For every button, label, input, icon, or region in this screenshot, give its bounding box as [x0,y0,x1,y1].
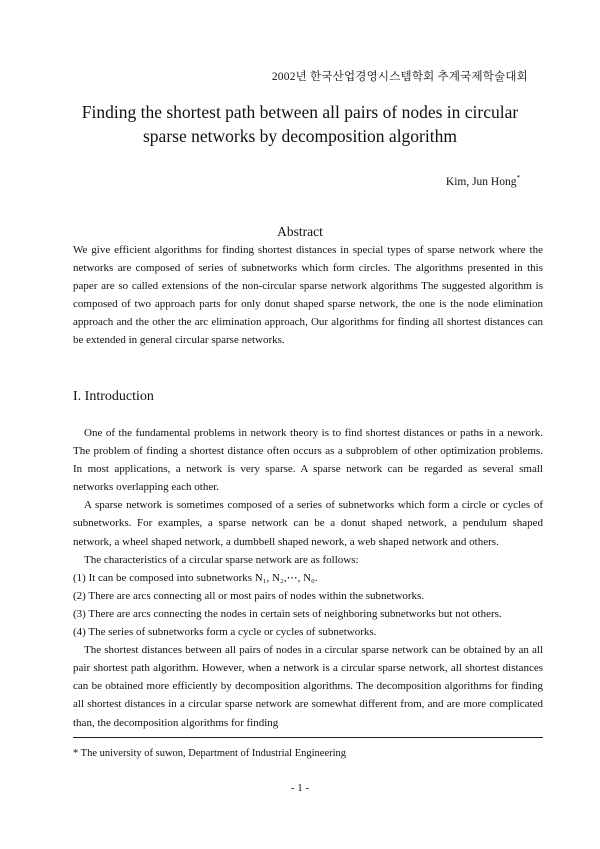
list-item: (3) There are arcs connecting the nodes in certain sets of neighboring subnetworks but not others. [73,607,502,620]
paragraph: A sparse network is sometimes composed of a series of subnetworks which form a circle or cycles of subnetworks. For examples, a sparse network can be a donut shaped network, a pendulum shaped network, a wheel shaped network, a dumbbell shaped nework, a web shaped network and others. [73,499,543,548]
author-name: Kim, Jun Hong [445,175,517,188]
paragraph: The characteristics of a circular sparse network are as follows: [84,553,359,566]
abstract-heading: Abstract [277,224,323,239]
introduction-body [73,424,543,732]
page-number: - 1 - [290,782,310,794]
section-heading-introduction: I. Introduction [73,389,154,404]
list-item: (1) It can be composed into subnetworks N₁, N₂,⋯, N₀. [73,571,318,584]
footnote-divider [73,737,543,738]
paragraph: The shortest distances between all pairs of nodes in a circular sparse network can be obtained by an all pair shortest path algorithm. However, when a network is a circular sparse network, all shortest distances can be obtained more efficiently by decomposition algorithms. The decomposition algorithms for finding all shortest distances in a circular sparse network are somewhat different from, and are more complicated than, the decomposition algorithms for finding [73,644,543,729]
paper-title: Finding the shortest path between all pairs of nodes in circular sparse networks by decomposition algorithm [81,102,519,146]
author-footnote-marker: * [516,174,520,182]
paragraph: One of the fundamental problems in network theory is to find shortest distances or paths in a nework. The problem of finding a shortest distance often occurs as a subproblem of other optimization problems. In most applications, a network is very sparse. A sparse network can be regarded as several small networks overlapping each other. [73,427,543,494]
abstract-text: We give efficient algorithms for finding shortest distances in special types of sparse network where the networks are composed of series of subnetworks which form circles. The algorithms presented in this paper are so called extensions of the non-circular sparse network algorithms The suggested algorithm is composed of two approach parts for only donut shaped sparse network, the one is the node elimination approach and the other the arc elimination approach, Our algorithms for finding all shortest distances can be extended in general circular sparse networks. [73,244,543,346]
footnote: * The university of suwon, Department of Industrial Engineering [73,748,347,759]
conference-header: 2002년 한국산업경영시스템학회 추계국제학술대회 [271,71,528,83]
list-item: (4) The series of subnetworks form a cycle or cycles of subnetworks. [73,626,377,639]
author-line [446,174,520,188]
list-item: (2) There are arcs connecting all or most pairs of nodes within the subnetworks. [73,589,425,602]
